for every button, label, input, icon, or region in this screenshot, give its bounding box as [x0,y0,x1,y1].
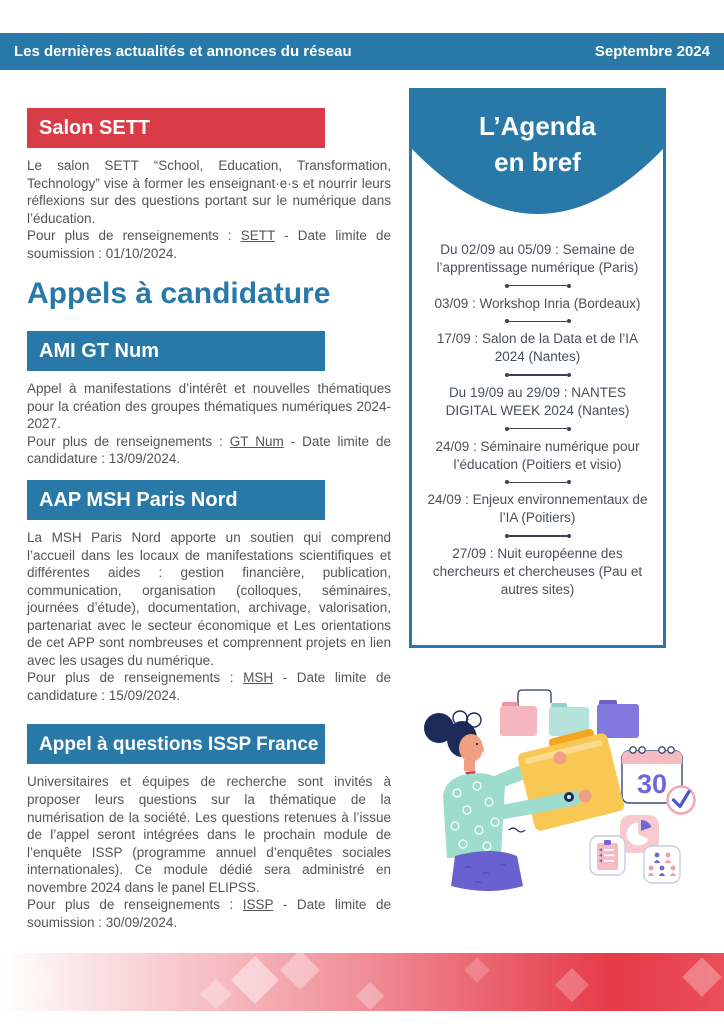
diamond-shape [280,953,320,990]
issp-link[interactable]: ISSP [242,897,274,913]
more-prefix: Pour plus de renseignements : [27,433,230,449]
header-date: Septembre 2024 [594,43,710,60]
sett-link[interactable]: SETT [240,228,275,244]
footer-band [0,953,724,1011]
big-folder-icon [515,725,625,832]
agenda-title-line1: L’Agenda [478,111,596,141]
diamond-shape [464,957,489,982]
more-suffix: - Date limite de soumission : 30/09/2024. [27,897,391,930]
agenda-divider [505,534,571,538]
agenda-divider [505,319,571,323]
diamond-shape [555,968,589,1002]
more-suffix: - Date limite de candidature : 13/09/2024. [27,433,391,467]
msh-title-label: AAP MSH Paris Nord [39,488,238,511]
check-icon [668,787,695,814]
agenda-item: Du 19/09 au 29/09 : NANTES DIGITAL WEEK 2024 (Nantes) [445,385,630,418]
agenda-divider [505,284,571,288]
diamond-shape [682,957,722,997]
agenda-divider [505,480,571,484]
more-suffix: - Date limite de soumission : 01/10/2024. [27,228,391,261]
diamond-shape [356,982,384,1010]
header-bar [0,33,724,70]
agenda-divider [505,373,571,377]
issp-title-label: Appel à questions ISSP France [39,733,319,755]
ami-title-label: AMI GT Num [39,340,159,363]
agenda-panel [409,88,666,648]
agenda-item: 27/09 : Nuit européenne des chercheurs et chercheuses (Pau et autres sites) [432,545,643,597]
more-suffix: - Date limite de candidature : 15/09/2024. [27,670,391,703]
salon-sett-more [27,227,391,262]
issp-text: Universitaires et équipes de recherche sont invités à proposer leurs questions sur la thématique de la numérisation de la société. Les questions retenues à l’issue de l’appel seront intégrées dans le prochain module de l’enquête ISSP (programme annuel d’enquêtes sociales internationales). Ce module dédié sera administré en novembre 2024 dans le panel ELIPSS. [27,774,391,895]
issp-more [27,896,391,931]
salon-sett-text: Le salon SETT “School, Education, Transformation, Technology” vise à former les enseignant·e·s et nourrir leurs réflexions sur des questions portant sur le numérique dans l’éducation. [27,158,391,226]
section-title-aap-msh [27,480,325,520]
appels-heading: Appels à candidature [27,277,331,311]
more-prefix: Pour plus de renseignements : [27,670,244,686]
clipboard-icon [590,836,625,875]
agenda-illustration [405,678,697,955]
msh-link[interactable]: MSH [243,670,274,686]
agenda-item: 17/09 : Salon de la Data et de l’IA 2024 (Nantes) [436,331,639,365]
org-chart-icon [644,846,680,883]
main-column [27,108,391,931]
section-title-issp [27,724,325,764]
msh-more [27,669,391,704]
more-prefix: Pour plus de renseignements : [27,897,243,913]
diamond-shape [200,978,231,1009]
agenda-divider [505,427,571,431]
agenda-item: Du 02/09 au 05/09 : Semaine de l’apprentissage numérique (Paris) [436,242,639,275]
agenda-title [412,108,663,180]
agenda-list [423,241,652,598]
calendar-day-label: 30 [636,769,668,799]
diamond-shape [25,966,62,1003]
agenda-item: 03/09 : Workshop Inria (Bordeaux) [434,295,641,311]
ami-more [27,433,391,468]
salon-sett-title-label: Salon SETT [39,116,151,139]
agenda-item: 24/09 : Séminaire numérique pour l’éducation (Poitiers et visio) [435,438,640,472]
section-title-ami-gt-num [27,331,325,371]
agenda-item: 24/09 : Enjeux environnementaux de l’IA (Poitiers) [427,492,648,526]
more-prefix: Pour plus de renseignements : [27,228,241,244]
msh-text: La MSH Paris Nord apporte un soutien qui comprend l’accueil dans les locaux de manifestations scientifiques et différentes aides : gestion financière, publication, communication, organisation (colloques, séminaires, journées d’étude), documentation, archivage, valorisation, partenariat avec le secteur économique et Les orientations de cet APP sont nombreuses et comprennent projets en lien avec les usages du numérique. [27,530,391,668]
agenda-title-line2: en bref [494,147,581,177]
section-title-salon-sett [27,108,325,148]
gt-num-link[interactable]: GT Num [229,433,284,449]
header-title: Les dernières actualités et annonces du réseau [14,43,352,60]
ami-text: Appel à manifestations d’intérêt et nouvelles thématiques pour la création des groupes thématiques numériques 2024-2027. [27,381,391,432]
diamond-shape [231,956,279,1004]
